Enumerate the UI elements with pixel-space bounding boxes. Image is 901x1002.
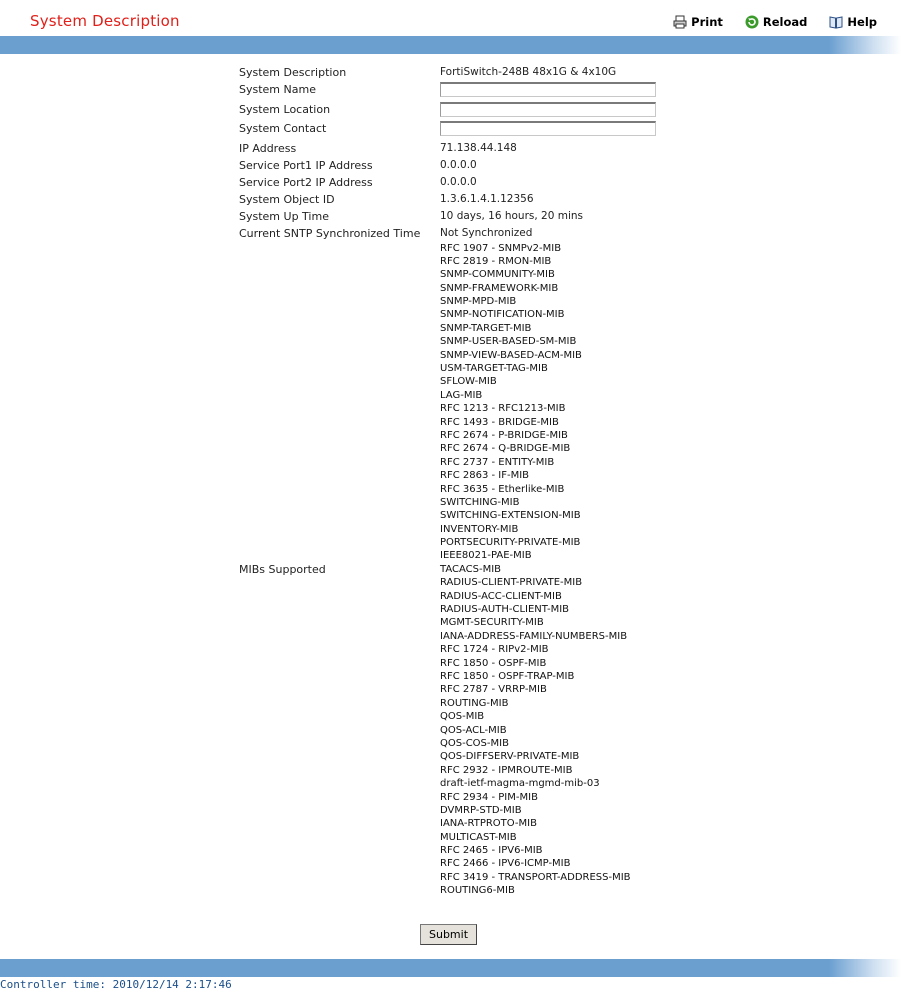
mib-list-item: SNMP-MPD-MIB bbox=[440, 296, 517, 308]
mib-list-item: SNMP-VIEW-BASED-ACM-MIB bbox=[440, 349, 582, 361]
mib-list-item: IANA-RTPROTO-MIB bbox=[440, 818, 537, 830]
mib-list-item: IANA-ADDRESS-FAMILY-NUMBERS-MIB bbox=[440, 630, 628, 642]
mib-list bbox=[440, 242, 656, 898]
field-label: System Up Time bbox=[239, 209, 329, 223]
mib-list-item: MGMT-SECURITY-MIB bbox=[440, 617, 544, 629]
mib-list-item: SNMP-FRAMEWORK-MIB bbox=[440, 282, 559, 294]
field-row-system-up-time bbox=[239, 208, 656, 225]
field-row-service-port1-ip bbox=[239, 157, 656, 174]
field-row-service-port2-ip bbox=[239, 174, 656, 191]
field-row-mibs-supported bbox=[239, 242, 656, 898]
system-object-id-value: 1.3.6.1.4.1.12356 bbox=[440, 192, 534, 205]
page-title: System Description bbox=[30, 12, 180, 30]
mib-list-item: SFLOW-MIB bbox=[440, 376, 497, 388]
mib-list-item: SWITCHING-EXTENSION-MIB bbox=[440, 510, 581, 522]
mib-list-item: RFC 2819 - RMON-MIB bbox=[440, 255, 552, 267]
system-up-time-value: 10 days, 16 hours, 20 mins bbox=[440, 209, 584, 222]
mib-list-item: PORTSECURITY-PRIVATE-MIB bbox=[440, 537, 581, 549]
help-label: Help bbox=[847, 15, 877, 29]
fields-table bbox=[239, 64, 656, 898]
mib-list-item: RFC 3635 - Etherlike-MIB bbox=[440, 483, 565, 495]
field-row-system-location bbox=[239, 101, 656, 121]
field-row-ip-address bbox=[239, 140, 656, 157]
mib-list-item: RFC 2863 - IF-MIB bbox=[440, 470, 530, 482]
mib-list-item: draft-ietf-magma-mgmd-mib-03 bbox=[440, 778, 600, 790]
mib-list-item: RADIUS-CLIENT-PRIVATE-MIB bbox=[440, 577, 583, 589]
system-description-value: FortiSwitch-248B 48x1G & 4x10G bbox=[440, 66, 617, 78]
system-location-input[interactable] bbox=[440, 102, 656, 117]
field-row-system-description bbox=[239, 64, 656, 81]
system-contact-input[interactable] bbox=[440, 121, 656, 136]
field-label: System Object ID bbox=[239, 192, 335, 206]
field-label: IP Address bbox=[239, 141, 297, 155]
print-label: Print bbox=[691, 15, 723, 29]
print-button[interactable] bbox=[673, 15, 723, 29]
mib-list-item: RFC 2737 - ENTITY-MIB bbox=[440, 456, 555, 468]
controller-time: Controller time: 2010/12/14 2:17:46 bbox=[0, 978, 232, 991]
mib-list-item: RFC 2787 - VRRP-MIB bbox=[440, 684, 547, 696]
mib-list-item: RFC 1907 - SNMPv2-MIB bbox=[440, 242, 562, 254]
reload-label: Reload bbox=[762, 15, 808, 29]
field-label: Service Port1 IP Address bbox=[239, 158, 373, 172]
printer-icon bbox=[673, 15, 687, 29]
help-button[interactable] bbox=[829, 15, 877, 29]
mib-list-item: USM-TARGET-TAG-MIB bbox=[440, 363, 548, 375]
mib-list-item: RFC 1213 - RFC1213-MIB bbox=[440, 403, 566, 415]
reload-button[interactable] bbox=[745, 15, 808, 29]
mib-list-item: RFC 3419 - TRANSPORT-ADDRESS-MIB bbox=[440, 871, 631, 883]
mib-list-item: RFC 2674 - Q-BRIDGE-MIB bbox=[440, 443, 571, 455]
mib-list-item: TACACS-MIB bbox=[440, 563, 502, 575]
field-label: System Location bbox=[239, 102, 331, 116]
system-name-input[interactable] bbox=[440, 82, 656, 97]
page-header bbox=[0, 0, 901, 36]
mib-list-item: LAG-MIB bbox=[440, 389, 483, 401]
header-divider-bar bbox=[0, 36, 901, 54]
ip-address-value: 71.138.44.148 bbox=[440, 141, 517, 154]
mib-list-item: RFC 2674 - P-BRIDGE-MIB bbox=[440, 429, 568, 441]
system-description-form bbox=[239, 64, 679, 898]
mib-list-item: RFC 1850 - OSPF-MIB bbox=[440, 657, 547, 669]
mib-list-item: QOS-DIFFSERV-PRIVATE-MIB bbox=[440, 751, 580, 763]
mib-list-item: RFC 2465 - IPV6-MIB bbox=[440, 845, 543, 857]
field-row-system-contact bbox=[239, 120, 656, 140]
mib-list-item: RFC 2466 - IPV6-ICMP-MIB bbox=[440, 858, 571, 870]
field-row-sntp-time bbox=[239, 225, 656, 242]
field-label: System Description bbox=[239, 66, 347, 79]
reload-icon bbox=[745, 15, 759, 29]
mib-list-item: RFC 2934 - PIM-MIB bbox=[440, 791, 538, 803]
field-label: Service Port2 IP Address bbox=[239, 175, 373, 189]
mib-list-item: RFC 2932 - IPMROUTE-MIB bbox=[440, 764, 573, 776]
mib-list-item: QOS-COS-MIB bbox=[440, 737, 509, 749]
mib-list-item: RFC 1850 - OSPF-TRAP-MIB bbox=[440, 671, 575, 682]
mib-list-item: RADIUS-ACC-CLIENT-MIB bbox=[440, 590, 562, 602]
mib-list-item: SNMP-TARGET-MIB bbox=[440, 322, 532, 334]
toolbar bbox=[673, 14, 901, 30]
footer-divider-bar bbox=[0, 959, 901, 977]
field-label: System Contact bbox=[239, 122, 327, 135]
mib-list-item: SNMP-USER-BASED-SM-MIB bbox=[440, 336, 577, 348]
field-label: System Name bbox=[239, 83, 316, 96]
service-port2-ip-value: 0.0.0.0 bbox=[440, 175, 477, 188]
field-row-system-object-id bbox=[239, 191, 656, 208]
mibs-supported-label: MIBs Supported bbox=[239, 563, 326, 577]
mib-list-item: QOS-MIB bbox=[440, 711, 485, 723]
service-port1-ip-value: 0.0.0.0 bbox=[440, 158, 477, 171]
field-row-system-name bbox=[239, 81, 656, 101]
book-icon bbox=[829, 15, 843, 29]
mib-list-item: ROUTING6-MIB bbox=[440, 885, 515, 897]
mib-list-item: IEEE8021-PAE-MIB bbox=[440, 550, 532, 562]
mib-list-item: RFC 1724 - RIPv2-MIB bbox=[440, 644, 549, 656]
mib-list-item: SNMP-COMMUNITY-MIB bbox=[440, 269, 555, 281]
sntp-time-value: Not Synchronized bbox=[440, 226, 533, 239]
mib-list-item: SWITCHING-MIB bbox=[440, 496, 520, 508]
mib-list-item: SNMP-NOTIFICATION-MIB bbox=[440, 309, 565, 321]
mib-list-item: RFC 1493 - BRIDGE-MIB bbox=[440, 416, 559, 428]
field-label: Current SNTP Synchronized Time bbox=[239, 226, 421, 240]
mib-list-item: MULTICAST-MIB bbox=[440, 831, 517, 843]
mib-list-item: DVMRP-STD-MIB bbox=[440, 804, 522, 816]
submit-button[interactable]: Submit bbox=[420, 924, 477, 945]
mib-list-item: ROUTING-MIB bbox=[440, 697, 509, 709]
mib-list-item: QOS-ACL-MIB bbox=[440, 724, 507, 736]
mib-list-item: INVENTORY-MIB bbox=[440, 523, 519, 535]
mib-list-item: RADIUS-AUTH-CLIENT-MIB bbox=[440, 604, 570, 616]
